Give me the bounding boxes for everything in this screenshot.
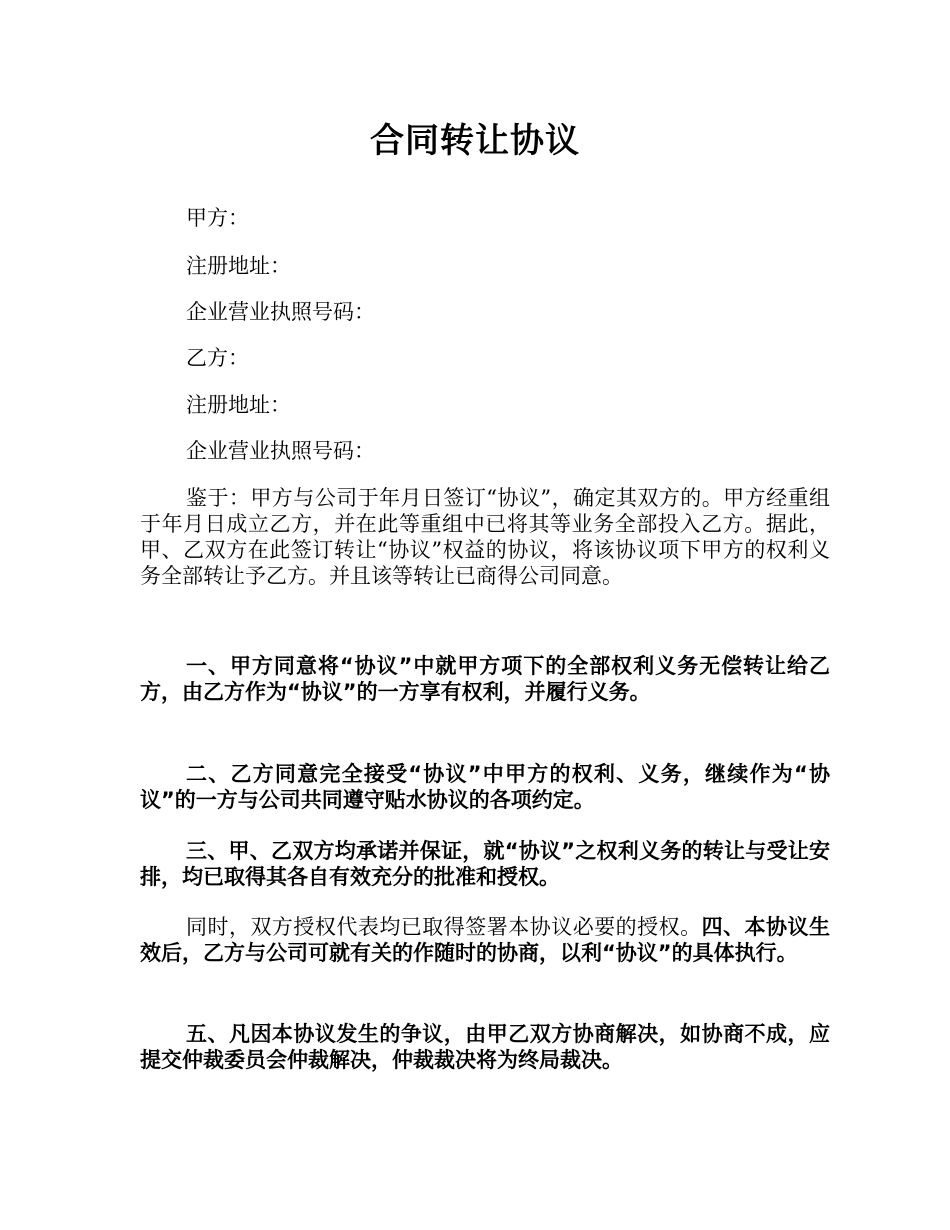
party-b-label: 乙方： — [186, 346, 249, 370]
clause-5: 五、凡因本协议发生的争议，由甲乙双方协商解决，如协商不成，应提交仲裁委员会仲裁解决，仲裁裁决将为终局裁决。 — [140, 1022, 830, 1072]
recital-paragraph: 鉴于：甲方与公司于年月日签订“协议”，确定其双方的。甲方经重组于年月日成立乙方，并在此等重组中已将其等业务全部投入乙方。据此，甲、乙双方在此签订转让“协议”权益的协议，将该协议项下甲方的权利义务全部转让予乙方。并且该等转让已商得公司同意。 — [140, 486, 830, 588]
party-a-license-label: 企业营业执照号码： — [186, 300, 375, 324]
party-a-address-label: 注册地址： — [186, 254, 291, 278]
party-a-label: 甲方： — [186, 206, 249, 230]
clause-1: 一、甲方同意将“协议”中就甲方项下的全部权利义务无偿转让给乙方，由乙方作为“协议”的一方享有权利，并履行义务。 — [140, 654, 830, 704]
clause-3-note: 同时，双方授权代表均已取得签署本协议必要的授权。 — [186, 915, 702, 939]
party-b-address-label: 注册地址： — [186, 393, 291, 417]
clause-4: 四、本协议生效后，乙方与公司可就有关的作随时的协商，以利“协议”的具体执行。 — [140, 915, 831, 965]
clause-3-note-and-clause-4 — [140, 914, 830, 966]
document-title: 合同转让协议 — [370, 121, 580, 161]
party-b-license-label: 企业营业执照号码： — [186, 439, 375, 463]
clause-2: 二、乙方同意完全接受“协议”中甲方的权利、义务，继续作为“协议”的一方与公司共同遵守贴水协议的各项约定。 — [140, 762, 830, 812]
clause-3: 三、甲、乙双方均承诺并保证，就“协议”之权利义务的转让与受让安排，均已取得其各自有效充分的批准和授权。 — [140, 839, 830, 889]
